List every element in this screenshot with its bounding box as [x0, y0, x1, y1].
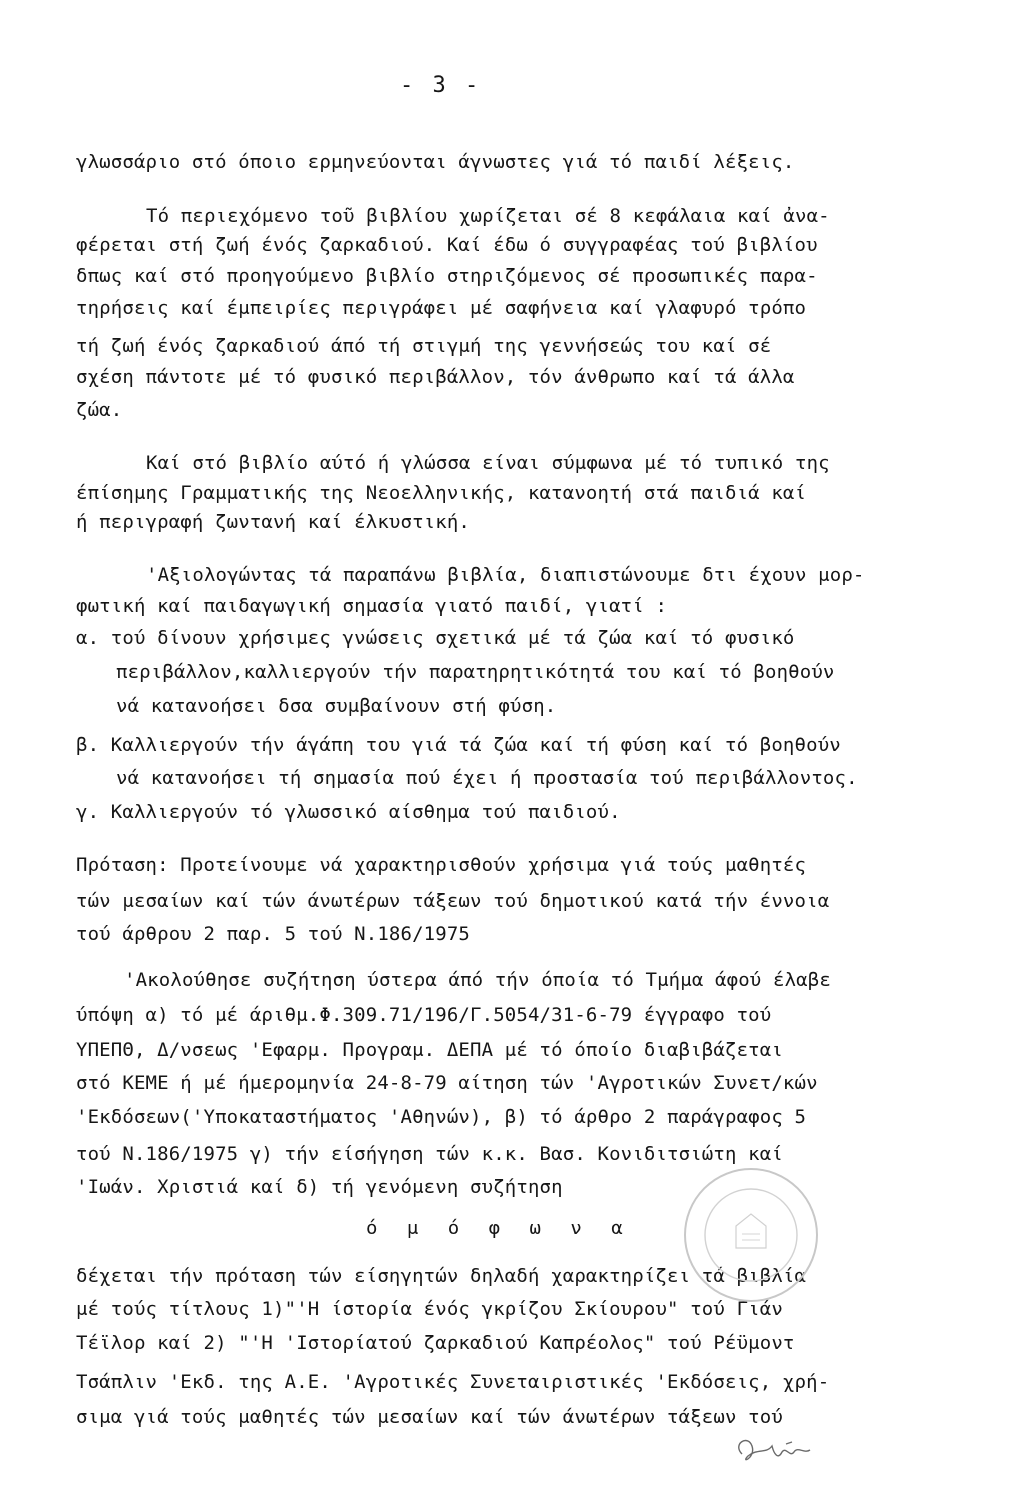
text-line: 'Εκδόσεων('Υποκαταστήματος 'Αθηνών), β) τό άρθρο 2 παράγραφος 5: [76, 1106, 807, 1128]
text-line: σιμα γιά τούς μαθητές τών μεσαίων καί τών άνωτέρων τάξεων τού: [76, 1406, 783, 1428]
list-item: α. τού δίνουν χρήσιμες γνώσεις σχετικά μέ τά ζώα καί τό φυσικό: [76, 627, 795, 649]
text-line: τού άρθρου 2 παρ. 5 τού Ν.186/1975: [76, 923, 471, 945]
text-line: Τσάπλιν 'Εκδ. της Α.Ε. 'Αγροτικές Συνεταιριστικές 'Εκδόσεις, χρή-: [76, 1371, 830, 1393]
text-line: σχέση πάντοτε μέ τό φυσικό περιβάλλον, τόν άνθρωπο καί τά άλλα: [76, 366, 795, 388]
text-line: 'Αξιολογώντας τά παραπάνω βιβλία, διαπιστώνουμε δτι έχουν μορ-: [146, 564, 865, 586]
text-line: περιβάλλον,καλλιεργούν τήν παρατηρητικότητά του καί τό βοηθούν: [116, 661, 835, 683]
text-line: νά κατανοήσει δσα συμβαίνουν στή φύση.: [116, 695, 557, 717]
text-line: 'Ακολούθησε συζήτηση ύστερα άπό τήν όποία τό Τμήμα άφού έλαβε: [124, 969, 831, 991]
section-heading: ό μ ό φ ω ν α: [366, 1217, 632, 1239]
text-line: φέρεται στή ζωή ένός ζαρκαδιού. Καί έδω ό συγγραφέας τού βιβλίου: [76, 234, 818, 256]
text-line: γλωσσάριο στό όποιο ερμηνεύονται άγνωστες γιά τό παιδί λέξεις.: [76, 151, 795, 173]
list-item: γ. Καλλιεργούν τό γλωσσικό αίσθημα τού παιδιού.: [76, 801, 621, 823]
text-line: τού Ν.186/1975 γ) τήν είσήγηση τών κ.κ. Βασ. Κονιδιτσιώτη καί: [76, 1143, 783, 1165]
text-line: φωτική καί παιδαγωγική σημασία γιατό παιδί, γιατί :: [76, 595, 668, 617]
text-line: έπίσημης Γραμματικής της Νεοελληνικής, κατανοητή στά παιδιά καί: [76, 482, 807, 504]
text-line: 'Ιωάν. Χριστιά καί δ) τή γενόμενη συζήτηση: [76, 1176, 563, 1198]
official-seal: [676, 1160, 826, 1310]
text-line: δπως καί στό προηγούμενο βιβλίο στηριζόμενος σέ προσωπικές παρα-: [76, 265, 818, 287]
text-line: νά κατανοήσει τή σημασία πού έχει ή προστασία τού περιβάλλοντος.: [116, 767, 858, 789]
text-line: Τό περιεχόμενο τοῦ βιβλίου χωρίζεται σέ 8 κεφάλαια καί ἀνα-: [146, 205, 830, 227]
text-line: ύπόψη α) τό μέ άριθμ.Φ.309.71/196/Γ.5054/31-6-79 έγγραφο τού: [76, 1004, 772, 1026]
text-line: ΥΠΕΠΘ, Δ/νσεως 'Εφαρμ. Προγραμ. ΔΕΠΑ μέ τό όποίο διαβιβάζεται: [76, 1039, 783, 1061]
text-line: τηρήσεις καί έμπειρίες περιγράφει μέ σαφήνεια καί γλαφυρό τρόπο: [76, 297, 807, 319]
text-line: τή ζωή ένός ζαρκαδιού άπό τή στιγμή της γεννήσεώς του καί σέ: [76, 335, 772, 357]
text-line: στό ΚΕΜΕ ή μέ ήμερομηνία 24-8-79 αίτηση τών 'Αγροτικών Συνετ/κών: [76, 1072, 818, 1094]
text-line: τών μεσαίων καί τών άνωτέρων τάξεων τού δημοτικού κατά τήν έννοια: [76, 890, 830, 912]
text-line: Τέϊλορ καί 2) "'Η 'Ιστορίατού ζαρκαδιού Καπρέολος" τού Ρέϋμοντ: [76, 1332, 795, 1354]
text-line: Πρόταση: Προτείνουμε νά χαρακτηρισθούν χρήσιμα γιά τούς μαθητές: [76, 854, 807, 876]
page-number: - 3 -: [400, 73, 482, 98]
text-line: ή περιγραφή ζωντανή καί έλκυστική.: [76, 511, 471, 533]
text-line: δέχεται τήν πρόταση τών είσηγητών δηλαδή χαρακτηρίζει τά βιβλία: [76, 1265, 807, 1287]
list-item: β. Καλλιεργούν τήν άγάπη του γιά τά ζώα καί τή φύση καί τό βοηθούν: [76, 734, 841, 756]
text-line: ζώα.: [76, 399, 123, 421]
signature: [728, 1428, 824, 1468]
text-line: Καί στό βιβλίο αύτό ή γλώσσα είναι σύμφωνα μέ τό τυπικό της: [146, 452, 830, 474]
text-line: μέ τούς τίτλους 1)"'Η ίστορία ένός γκρίζου Σκίουρου" τού Γιάν: [76, 1298, 783, 1320]
